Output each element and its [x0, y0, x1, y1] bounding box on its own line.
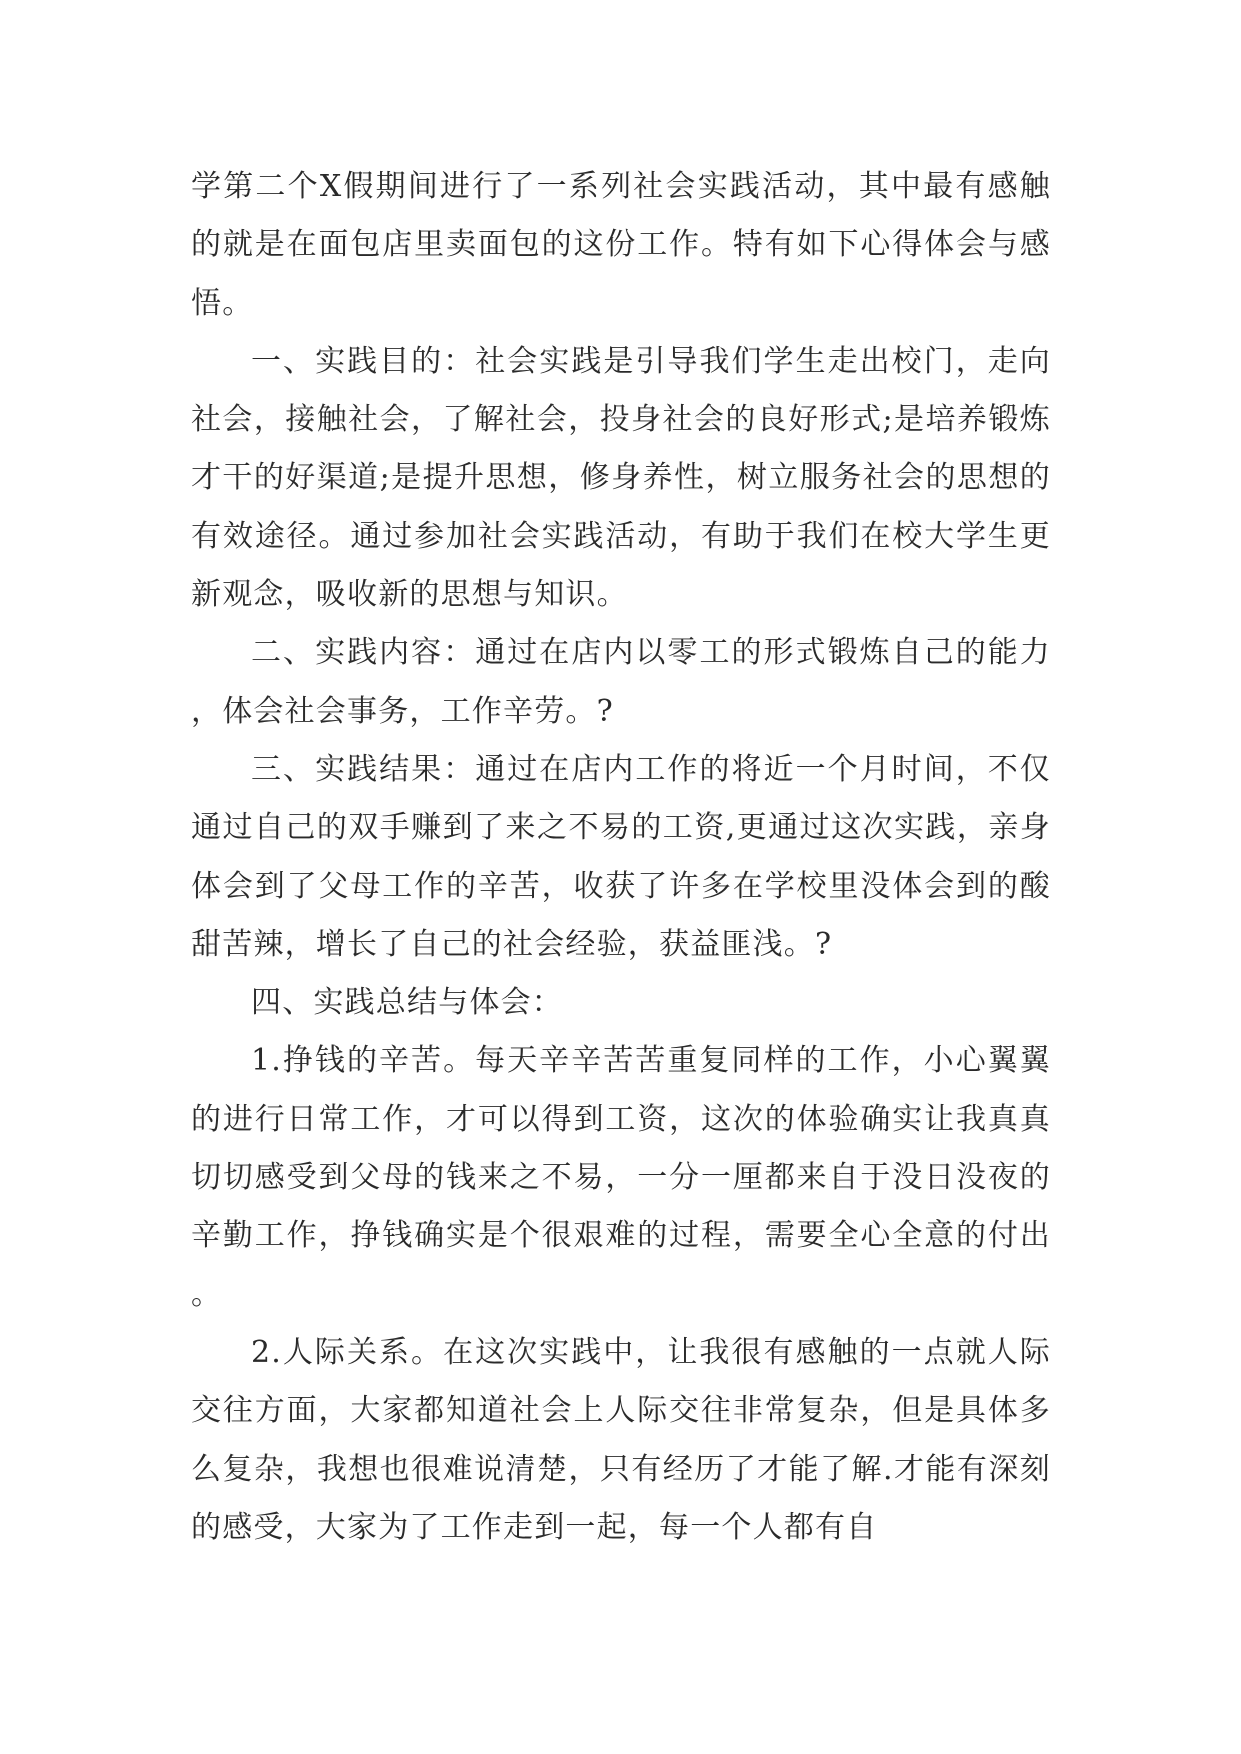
paragraph-practice-result: 三、实践结果：通过在店内工作的将近一个月时间，不仅通过自己的双手赚到了来之不易的工资,更通过这次实践，亲身体会到了父母工作的辛苦，收获了许多在学校里没体会到的酸甜苦辣，增长了自己的社会经验，获益匪浅。?: [191, 751, 1051, 962]
paragraph-hardship-of-earning: 1.挣钱的辛苦。每天辛辛苦苦重复同样的工作，小心翼翼的进行日常工作，才可以得到工资，这次的体验确实让我真真切切感受到父母的钱来之不易，一分一厘都来自于没日没夜的辛勤工作，挣钱确实是个很艰难的过程，需要全心全意的付出。: [191, 1043, 1051, 1312]
paragraph-summary-heading: 四、实践总结与体会：: [251, 985, 563, 1021]
paragraph-practice-content: 二、实践内容：通过在店内以零工的形式锻炼自己的能力，体会社会事务，工作辛劳。?: [191, 635, 1051, 729]
paragraph-practice-purpose: 一、实践目的：社会实践是引导我们学生走出校门，走向社会，接触社会，了解社会，投身社会的良好形式;是培养锻炼才干的好渠道;是提升思想，修身养性，树立服务社会的思想的有效途径。通过参加社会实践活动，有助于我们在校大学生更新观念，吸收新的思想与知识。: [191, 343, 1051, 613]
paragraph-intro: 学第二个X假期间进行了一系列社会实践活动，其中最有感触的就是在面包店里卖面包的这份工作。特有如下心得体会与感悟。: [191, 169, 1051, 321]
document-body: [191, 158, 1051, 1557]
paragraph-interpersonal-relations: 2.人际关系。在这次实践中，让我很有感触的一点就人际交往方面，大家都知道社会上人际交往非常复杂，但是具体多么复杂，我想也很难说清楚，只有经历了才能了解.才能有深刻的感受，大家为了工作走到一起，每一个人都有自: [191, 1334, 1051, 1545]
